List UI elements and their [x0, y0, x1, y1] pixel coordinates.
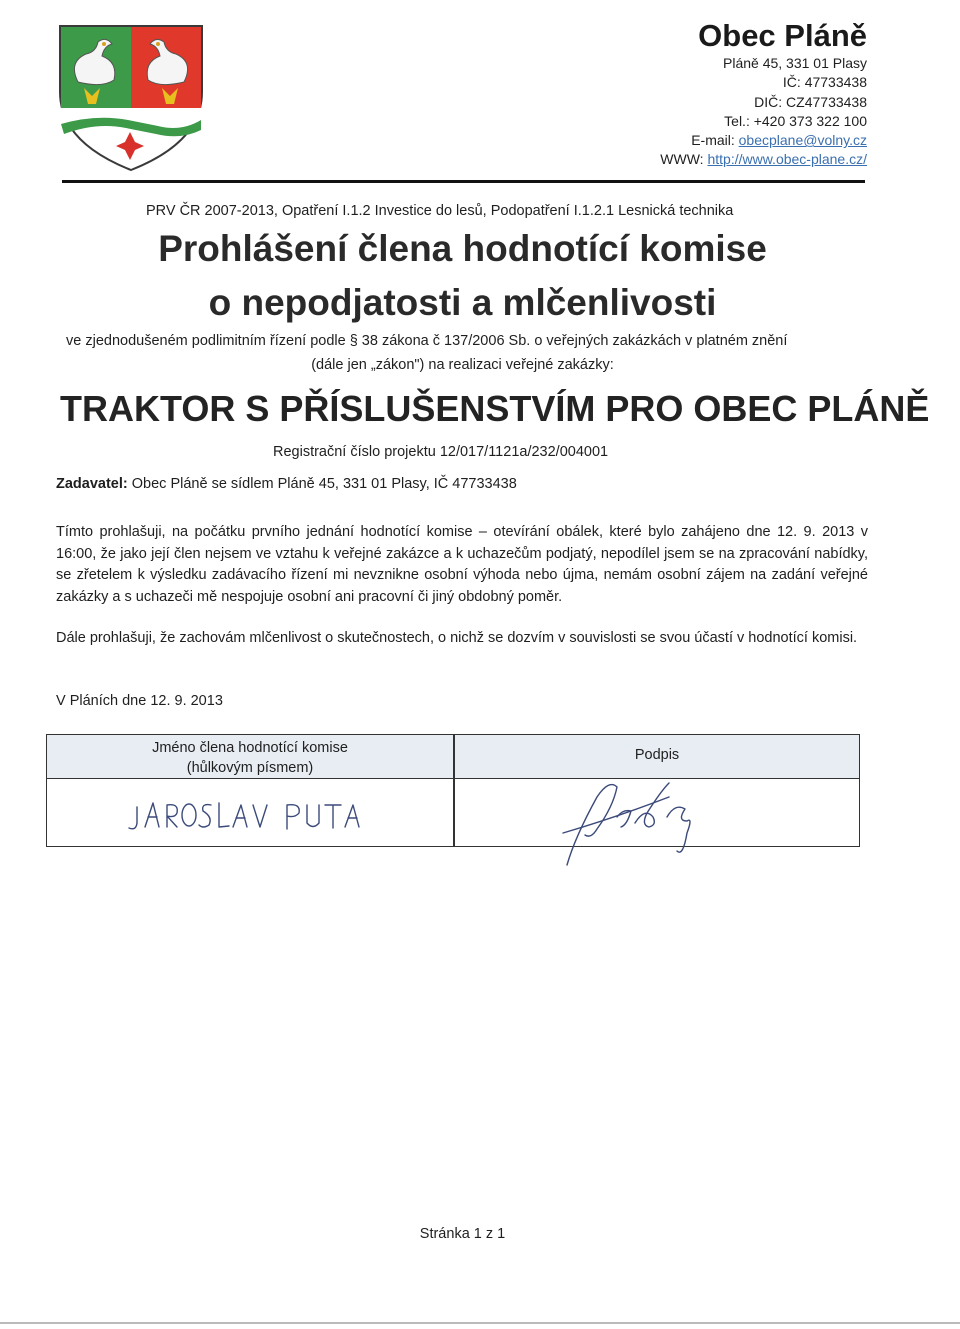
program-line: PRV ČR 2007-2013, Opatření I.1.2 Investice do lesů, Podopatření I.1.2.1 Lesnická technika	[146, 203, 734, 219]
signature-table	[46, 734, 860, 847]
org-ic: IČ: 47733438	[782, 74, 867, 91]
contracting-label: Zadavatel:	[56, 476, 128, 492]
org-name: Obec Pláně	[698, 18, 867, 53]
declaration-paragraph-1: Tímto prohlašuji, na počátku prvního jednání hodnotící komise – otevírání obálek, které bylo zahájeno dne 12. 9. 2013 v 16:00, že jako její člen nejsem ve vztahu k veřejné zakázce a k uchazečům podjatý, nepodílel jsem se na zpracování nabídky, se zřetelem k výsledku zadávacího řízení mi nevznikne osobní výhoda nebo újma, nemám osobní zájem na zadání veřejné zakázky a s uchazeči mě nespojuje osobní ani pracovní či jiný obdobný poměr.	[56, 524, 868, 605]
header-member-name-line1: Jméno člena hodnotící komise	[152, 740, 348, 756]
title-line-2: o nepodjatosti a mlčenlivosti	[208, 282, 717, 323]
www-label: WWW:	[660, 151, 708, 168]
org-email-line	[660, 131, 867, 150]
org-header	[660, 18, 867, 170]
registration-number: Registrační číslo projektu 12/017/1121a/232/004001	[273, 444, 609, 460]
law-text-line-2: (dále jen „zákon") na realizaci veřejné zakázky:	[311, 357, 614, 373]
email-link[interactable]: obecplane@volny.cz	[738, 132, 867, 149]
coat-of-arms-icon	[56, 22, 206, 174]
place-date: V Pláních dne 12. 9. 2013	[56, 693, 223, 709]
contract-name: TRAKTOR S PŘÍSLUŠENSTVÍM PRO OBEC PLÁNĚ	[60, 388, 930, 429]
handwritten-name	[127, 793, 387, 837]
header-member-name	[47, 738, 453, 778]
column-divider	[453, 735, 455, 846]
header-divider	[62, 180, 865, 183]
contracting-text: Obec Pláně se sídlem Pláně 45, 331 01 Plasy, IČ 47733438	[127, 476, 517, 492]
email-label: E-mail:	[691, 132, 739, 149]
declaration-paragraph-2: Dále prohlašuji, že zachovám mlčenlivost o skutečnostech, o nichž se dozvím v souvislosti se svou účastí v hodnotící komisi.	[56, 630, 858, 646]
org-dic: DIČ: CZ47733438	[754, 93, 867, 110]
page-footer: Stránka 1 z 1	[419, 1226, 506, 1242]
contracting-authority	[56, 476, 517, 492]
www-link[interactable]: http://www.obec-plane.cz/	[707, 151, 867, 168]
header-member-name-line2: (hůlkovým písmem)	[186, 760, 314, 776]
org-www-line	[660, 150, 867, 169]
header-signature: Podpis	[634, 747, 680, 763]
bottom-edge-line	[0, 1322, 960, 1324]
handwritten-signature	[557, 777, 757, 867]
org-address: Pláně 45, 331 01 Plasy	[723, 55, 867, 71]
title-line-1: Prohlášení člena hodnotící komise	[158, 228, 767, 269]
org-tel: Tel.: +420 373 322 100	[724, 112, 867, 129]
law-text-line-1: ve zjednodušeném podlimitním řízení podle § 38 zákona č 137/2006 Sb. o veřejných zakázkách v platném znění	[66, 333, 788, 349]
